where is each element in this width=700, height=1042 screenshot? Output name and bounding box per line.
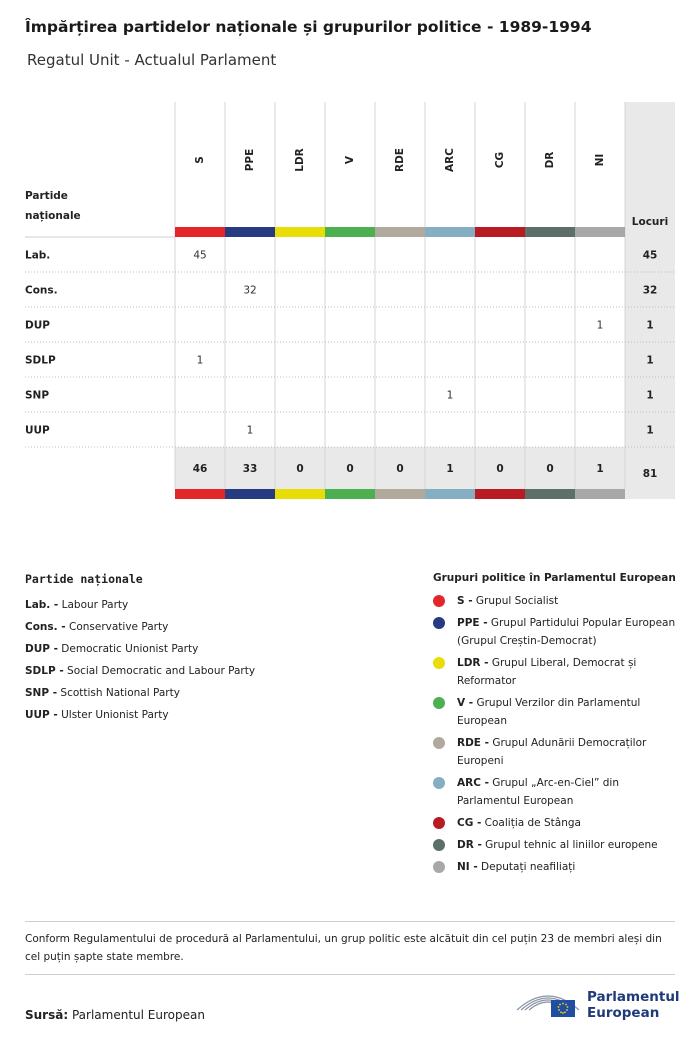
group-abbr: DR - — [457, 839, 482, 851]
group-color-dot — [433, 595, 445, 607]
group-color-bar-s — [175, 227, 225, 237]
group-header-cg: CG — [494, 151, 506, 169]
group-legend-item — [433, 734, 683, 770]
party-legend-item — [25, 638, 325, 660]
party-legend-item — [25, 682, 325, 704]
page-subtitle: Regatul Unit - Actualul Parlament — [27, 51, 277, 69]
row-party-label: UUP — [25, 424, 50, 437]
source-value: Parlamentul European — [71, 1008, 205, 1022]
group-name: Grupul Liberal, Democrat și Reformator — [457, 657, 637, 687]
row-seats-total: 45 — [642, 249, 658, 262]
group-color-bar-bottom-v — [325, 489, 375, 499]
group-color-dot — [433, 657, 445, 669]
page-title: Împărțirea partidelor naționale și grupurilor politice - 1989-1994 — [25, 18, 592, 36]
group-total-s: 46 — [192, 463, 208, 475]
table-cell-value: 1 — [596, 319, 604, 332]
group-header-s: S — [194, 156, 206, 164]
row-seats-total: 1 — [646, 354, 654, 367]
group-header-v: V — [344, 155, 356, 165]
european-parliament-logo — [515, 984, 680, 1024]
row-seats-total: 32 — [642, 284, 658, 297]
row-header-label: Partide — [25, 190, 68, 202]
group-header-dr: DR — [544, 151, 556, 169]
row-seats-total: 1 — [646, 389, 654, 402]
group-color-bar-bottom-ppe — [225, 489, 275, 499]
party-name: Democratic Unionist Party — [57, 643, 199, 655]
table-cell-value: 1 — [196, 354, 204, 367]
party-name: Scottish National Party — [57, 687, 180, 699]
group-name: Coaliția de Stânga — [481, 817, 581, 829]
group-legend — [433, 572, 683, 880]
group-header-arc: ARC — [444, 148, 456, 172]
party-legend — [25, 572, 325, 726]
seat-distribution-table — [0, 0, 700, 510]
party-name: Conservative Party — [65, 621, 169, 633]
group-color-bar-cg — [475, 227, 525, 237]
group-color-dot — [433, 861, 445, 873]
group-legend-item — [433, 694, 683, 730]
table-cell-value: 1 — [446, 389, 454, 402]
group-color-bar-ppe — [225, 227, 275, 237]
group-name: Deputați neafiliați — [477, 861, 576, 873]
row-seats-total: 1 — [646, 424, 654, 437]
group-color-bar-rde — [375, 227, 425, 237]
group-color-bar-v — [325, 227, 375, 237]
seats-column-bg — [625, 102, 675, 499]
group-total-dr: 0 — [546, 463, 554, 475]
group-legend-item — [433, 774, 683, 810]
group-color-bar-dr — [525, 227, 575, 237]
group-color-bar-arc — [425, 227, 475, 237]
group-abbr: RDE - — [457, 737, 489, 749]
row-party-label: SNP — [25, 389, 50, 402]
group-color-dot — [433, 697, 445, 709]
footnote: Conform Regulamentului de procedură al Parlamentului, un grup politic este alcătuit din cel puțin 23 de membri aleși din cel puțin șapte state membre. — [25, 933, 662, 963]
group-color-dot — [433, 737, 445, 749]
group-name: Grupul Verzilor din Parlamentul European — [457, 697, 641, 727]
party-abbr: Cons. - — [25, 621, 66, 633]
divider — [25, 921, 675, 922]
group-color-dot — [433, 777, 445, 789]
table-cell-value: 1 — [246, 424, 254, 437]
party-abbr: Lab. - — [25, 599, 59, 611]
table-cell-value: 45 — [193, 249, 207, 262]
group-total-ldr: 0 — [296, 463, 304, 475]
group-color-bar-bottom-cg — [475, 489, 525, 499]
party-name: Social Democratic and Labour Party — [63, 665, 256, 677]
group-abbr: S - — [457, 595, 473, 607]
group-abbr: NI - — [457, 861, 478, 873]
source-line — [25, 1008, 205, 1022]
group-total-cg: 0 — [496, 463, 504, 475]
group-legend-item — [433, 814, 683, 832]
group-header-ldr: LDR — [294, 148, 306, 172]
group-total-arc: 1 — [446, 463, 454, 475]
logo-text: Parlamentul European — [587, 989, 680, 1021]
row-party-label: Lab. — [25, 249, 51, 262]
group-total-v: 0 — [346, 463, 354, 475]
group-total-rde: 0 — [396, 463, 404, 475]
group-abbr: V - — [457, 697, 474, 709]
group-legend-heading: Grupuri politice în Parlamentul European — [433, 572, 676, 584]
party-abbr: DUP - — [25, 643, 58, 655]
group-name: Grupul Partidului Popular European (Grupul Creștin-Democrat) — [457, 617, 676, 647]
group-total-ni: 1 — [596, 463, 604, 475]
party-abbr: SDLP - — [25, 665, 64, 677]
group-name: Grupul tehnic al liniilor europene — [481, 839, 658, 851]
party-abbr: SNP - — [25, 687, 58, 699]
group-abbr: LDR - — [457, 657, 489, 669]
group-name: Grupul Adunării Democraților Europeni — [457, 737, 647, 767]
group-color-bar-bottom-s — [175, 489, 225, 499]
group-abbr: ARC - — [457, 777, 489, 789]
group-color-dot — [433, 839, 445, 851]
group-header-ppe: PPE — [244, 148, 256, 172]
group-legend-item — [433, 654, 683, 690]
group-color-dot — [433, 617, 445, 629]
group-abbr: PPE - — [457, 617, 488, 629]
row-header-label: naționale — [25, 210, 81, 222]
group-color-bar-bottom-ldr — [275, 489, 325, 499]
party-legend-item — [25, 616, 325, 638]
party-abbr: UUP - — [25, 709, 58, 721]
party-name: Ulster Unionist Party — [57, 709, 169, 721]
divider — [25, 974, 675, 975]
table-cell-value: 32 — [243, 284, 257, 297]
group-legend-item — [433, 614, 683, 650]
party-name: Labour Party — [58, 599, 129, 611]
group-legend-item — [433, 836, 683, 854]
group-legend-item — [433, 858, 683, 876]
seats-header: Locuri — [631, 216, 669, 228]
group-color-bar-bottom-rde — [375, 489, 425, 499]
group-color-bar-bottom-ni — [575, 489, 625, 499]
group-header-rde: RDE — [394, 148, 406, 172]
group-total-ppe: 33 — [242, 463, 258, 475]
group-abbr: CG - — [457, 817, 482, 829]
group-name: Grupul „Arc-en-Ciel” din Parlamentul European — [457, 777, 619, 807]
row-party-label: Cons. — [25, 284, 58, 297]
grand-total: 81 — [642, 468, 658, 480]
group-color-bar-ni — [575, 227, 625, 237]
group-legend-item — [433, 592, 683, 610]
row-seats-total: 1 — [646, 319, 654, 332]
row-party-label: DUP — [25, 319, 50, 332]
group-color-dot — [433, 817, 445, 829]
party-legend-item — [25, 594, 325, 616]
group-header-ni: NI — [594, 153, 606, 167]
group-name: Grupul Socialist — [472, 595, 559, 607]
source-label: Sursă: — [25, 1008, 69, 1022]
party-legend-item — [25, 704, 325, 726]
row-party-label: SDLP — [25, 354, 56, 367]
group-color-bar-bottom-arc — [425, 489, 475, 499]
group-color-bar-ldr — [275, 227, 325, 237]
parliament-hemicycle-icon — [515, 984, 581, 1024]
party-legend-item — [25, 660, 325, 682]
group-color-bar-bottom-dr — [525, 489, 575, 499]
party-legend-heading: Partide naționale — [25, 572, 143, 586]
